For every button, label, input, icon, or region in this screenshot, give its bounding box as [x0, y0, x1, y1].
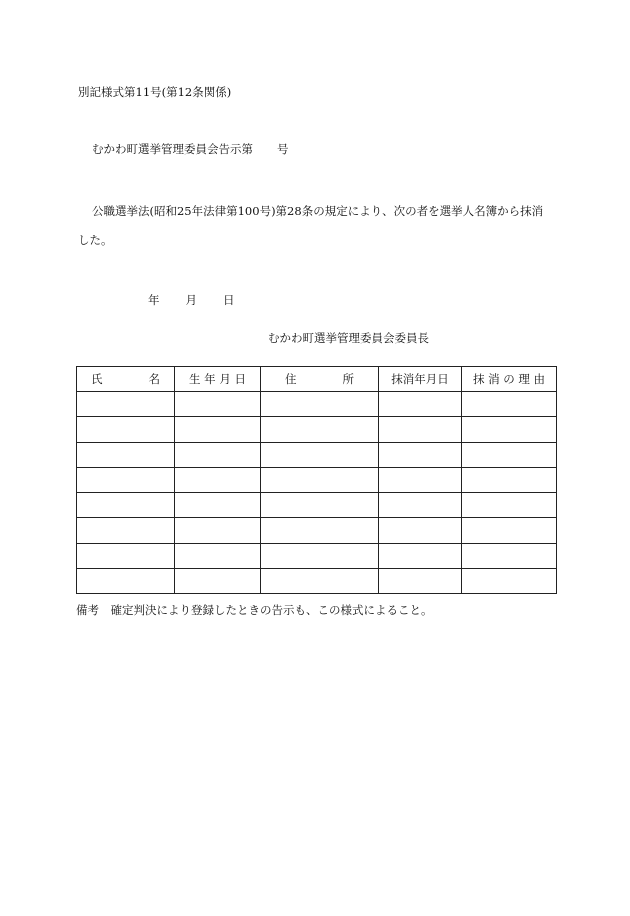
table-row	[77, 417, 557, 442]
table-cell	[261, 467, 379, 492]
notes: 備考 確定判決により登録したときの告示も、この様式によること。	[76, 603, 433, 617]
chairman-signature-line: むかわ町選挙管理委員会委員長	[268, 331, 429, 345]
table-cell	[261, 493, 379, 518]
table-cell	[261, 543, 379, 568]
table-cell	[462, 442, 557, 467]
table-row	[77, 518, 557, 543]
table-cell	[462, 543, 557, 568]
removal-table	[76, 366, 557, 594]
table-cell	[175, 493, 261, 518]
date-year: 年	[148, 293, 160, 307]
table-cell	[462, 493, 557, 518]
table-body	[77, 392, 557, 594]
table-cell	[379, 392, 462, 417]
notice-title-suffix: 号	[277, 142, 289, 156]
table-cell	[175, 569, 261, 594]
body-text-line-2: した。	[78, 233, 113, 247]
header-name: 氏 名	[77, 367, 175, 392]
table-cell	[77, 543, 175, 568]
header-removal-reason: 抹 消 の 理 由	[462, 367, 557, 392]
table-cell	[379, 569, 462, 594]
header-removal-date: 抹消年月日	[379, 367, 462, 392]
table-cell	[77, 518, 175, 543]
table-cell	[77, 442, 175, 467]
header-birthdate: 生 年 月 日	[175, 367, 261, 392]
table-cell	[261, 518, 379, 543]
table-cell	[175, 467, 261, 492]
notice-title	[92, 141, 289, 157]
body-text-line-1: 公職選挙法(昭和25年法律第100号)第28条の規定により、次の者を選挙人名簿から抹消	[92, 204, 544, 218]
table-cell	[77, 392, 175, 417]
table-header-row	[77, 367, 557, 392]
table-cell	[77, 493, 175, 518]
table-row	[77, 493, 557, 518]
form-number-heading: 別記様式第11号(第12条関係)	[78, 85, 232, 99]
table-cell	[261, 417, 379, 442]
table-cell	[462, 467, 557, 492]
table-cell	[77, 569, 175, 594]
table-row	[77, 392, 557, 417]
table-cell	[175, 442, 261, 467]
table-cell	[261, 442, 379, 467]
header-address: 住 所	[261, 367, 379, 392]
table-cell	[379, 417, 462, 442]
table-cell	[462, 569, 557, 594]
table-row	[77, 442, 557, 467]
date-line	[148, 292, 235, 308]
table-cell	[462, 417, 557, 442]
table-cell	[379, 543, 462, 568]
table-cell	[379, 442, 462, 467]
table-row	[77, 543, 557, 568]
table-cell	[175, 392, 261, 417]
table-cell	[175, 518, 261, 543]
table-cell	[77, 417, 175, 442]
table-cell	[261, 569, 379, 594]
table-cell	[462, 392, 557, 417]
table-cell	[261, 392, 379, 417]
table-cell	[175, 417, 261, 442]
table-cell	[175, 543, 261, 568]
date-month: 月	[185, 293, 197, 307]
table-cell	[379, 467, 462, 492]
date-day: 日	[223, 293, 235, 307]
table-row	[77, 569, 557, 594]
table-row	[77, 467, 557, 492]
table-cell	[379, 518, 462, 543]
table-cell	[462, 518, 557, 543]
notice-title-prefix: むかわ町選挙管理委員会告示第	[92, 142, 253, 156]
table-cell	[77, 467, 175, 492]
table-cell	[379, 493, 462, 518]
